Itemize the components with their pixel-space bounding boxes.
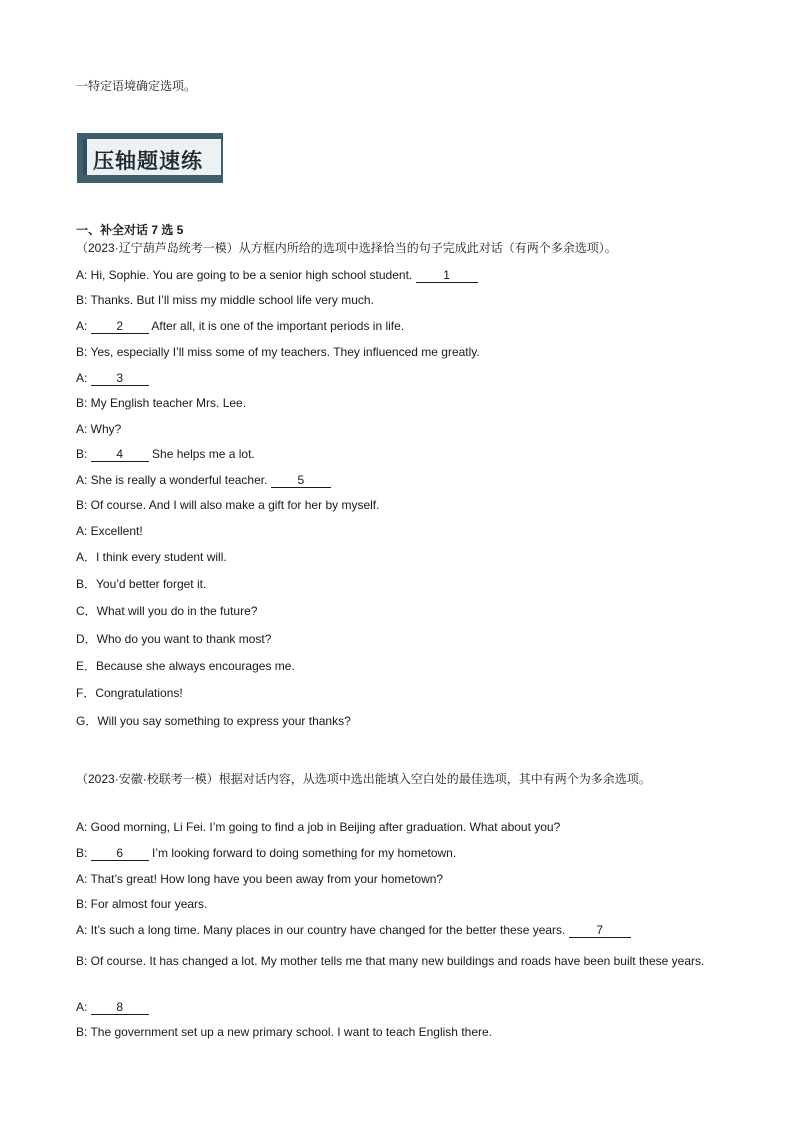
option-b: B．You’d better forget it. xyxy=(76,577,207,591)
answer-blank-2[interactable]: 2 xyxy=(91,320,149,334)
dialogue-line xyxy=(76,472,724,488)
option-c: C．What will you do in the future? xyxy=(76,604,258,618)
dialogue-line xyxy=(76,896,724,912)
line-text: She helps me a lot. xyxy=(152,447,255,461)
answer-blank-4[interactable]: 4 xyxy=(91,448,149,462)
line-text: I’m looking forward to doing something for my hometown. xyxy=(152,846,457,860)
option-f: F．Congratulations! xyxy=(76,686,183,700)
dialogue-line xyxy=(76,497,724,513)
section1-heading: 一、补全对话 7 选 5 xyxy=(76,223,184,237)
dialogue-line xyxy=(76,370,724,386)
dialogue-line xyxy=(76,292,724,308)
line-text: B: Of course. And I will also make a gift for her by myself. xyxy=(76,498,380,512)
speaker-label: A: xyxy=(76,1000,88,1014)
answer-blank-5[interactable]: 5 xyxy=(271,474,331,488)
answer-blank-7[interactable]: 7 xyxy=(569,924,631,938)
option-g: G．Will you say something to express your thanks? xyxy=(76,714,351,728)
dialogue-line xyxy=(76,318,724,334)
dialogue-line xyxy=(76,344,724,360)
line-text: B: The government set up a new primary school. I want to teach English there. xyxy=(76,1025,492,1039)
speaker-label: B: xyxy=(76,846,88,860)
dialogue-line xyxy=(76,819,724,835)
speaker-label: A: xyxy=(76,319,88,333)
option-d: D．Who do you want to thank most? xyxy=(76,632,272,646)
answer-blank-3[interactable]: 3 xyxy=(91,372,149,386)
answer-blank-8[interactable]: 8 xyxy=(91,1001,149,1015)
intro-tail: 一特定语境确定选项。 xyxy=(76,79,197,93)
dialogue-line xyxy=(76,948,724,974)
banner-title: 压轴题速练 xyxy=(93,149,203,173)
dialogue-line xyxy=(76,421,724,437)
dialogue-line xyxy=(76,871,724,887)
line-text: B: My English teacher Mrs. Lee. xyxy=(76,396,247,410)
dialogue-line xyxy=(76,845,724,861)
line-text: A: Hi, Sophie. You are going to be a senior high school student. xyxy=(76,268,413,282)
line-text: A: That’s great! How long have you been away from your hometown? xyxy=(76,872,444,886)
option-e: E．Because she always encourages me. xyxy=(76,659,295,673)
section-banner xyxy=(77,133,223,183)
line-text: B: Yes, especially I’ll miss some of my teachers. They influenced me greatly. xyxy=(76,345,480,359)
line-text: B: Of course. It has changed a lot. My mother tells me that many new buildings and roads have been built these years. xyxy=(76,954,705,968)
line-text: A: Excellent! xyxy=(76,524,143,538)
speaker-label: A: xyxy=(76,371,88,385)
section2-instruction: （2023·安徽·校联考一模）根据对话内容，从选项中选出能填入空白处的最佳选项，其中有两个为多余选项。 xyxy=(76,772,651,786)
dialogue-line xyxy=(76,1024,724,1040)
option-a: A．I think every student will. xyxy=(76,550,227,564)
dialogue-line xyxy=(76,395,724,411)
dialogue-line xyxy=(76,999,724,1015)
line-text: After all, it is one of the important periods in life. xyxy=(151,319,405,333)
dialogue-line xyxy=(76,267,724,283)
line-text: B: Thanks. But I’ll miss my middle school life very much. xyxy=(76,293,374,307)
dialogue-line xyxy=(76,922,724,938)
line-text: A: It’s such a long time. Many places in our country have changed for the better these years. xyxy=(76,923,566,937)
answer-blank-1[interactable]: 1 xyxy=(416,269,478,283)
dialogue-line xyxy=(76,446,724,462)
line-text: A: Why? xyxy=(76,422,122,436)
line-text: B: For almost four years. xyxy=(76,897,208,911)
speaker-label: B: xyxy=(76,447,88,461)
answer-blank-6[interactable]: 6 xyxy=(91,847,149,861)
section1-instruction: （2023·辽宁葫芦岛统考一模）从方框内所给的选项中选择恰当的句子完成此对话（有两个多余选项）。 xyxy=(76,241,617,255)
line-text: A: Good morning, Li Fei. I’m going to find a job in Beijing after graduation. What about you? xyxy=(76,820,561,834)
line-text: A: She is really a wonderful teacher. xyxy=(76,473,268,487)
dialogue-line xyxy=(76,523,724,539)
